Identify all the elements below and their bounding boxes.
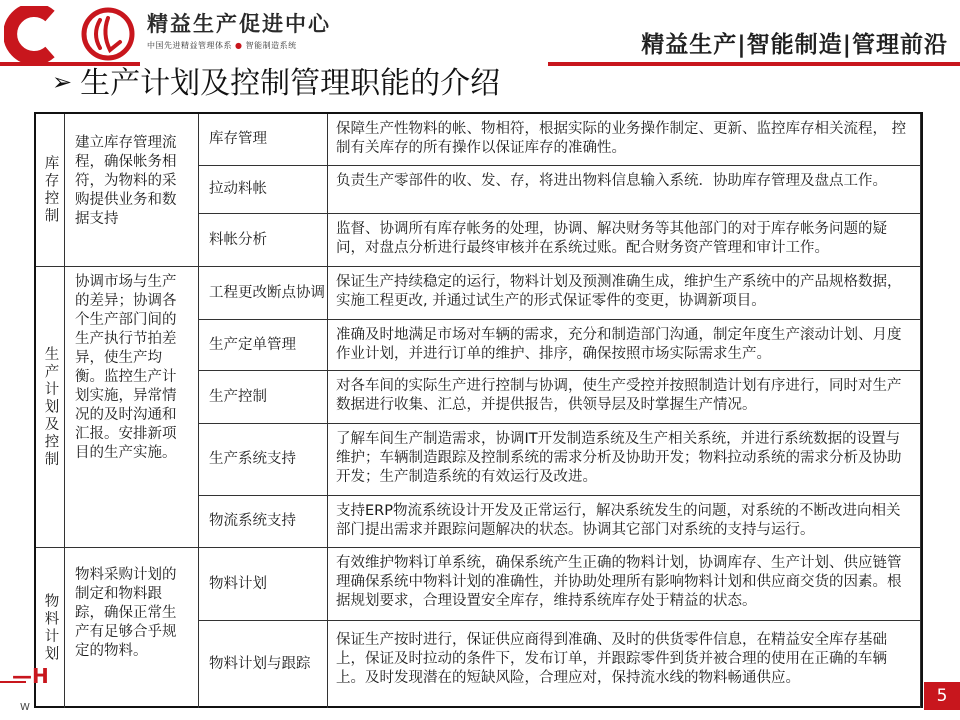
row-name: 生产定单管理 [199, 320, 328, 371]
watermark-mark: —H [12, 664, 49, 688]
functions-table [34, 112, 923, 708]
row-detail: 有效维护物料订单系统，确保系统产生正确的物料计划，协调库存、生产计划、供应链管理确保系统中物料计划的准确性，并协助处理所有影响物料计划和供应商交货的因素。根据规划要求，合理设置安全库存，维持系统库存处于精益的状态。 [328, 548, 921, 621]
group-description: 协调市场与生产的差异；协调各个生产部门间的生产执行节拍差异，使生产均衡。监控生产计划实施，异常情况的及时沟通和汇报。安排新项目的生产实施。 [65, 267, 199, 548]
row-detail: 准确及时地满足市场对车辆的需求，充分和制造部门沟通，制定年度生产滚动计划、月度作业计划，并进行订单的维护、排序，确保按照市场实际需求生产。 [328, 320, 921, 371]
row-detail: 了解车间生产制造需求，协调IT开发制造系统及生产相关系统，并进行系统数据的设置与维护；车辆制造跟踪及控制系统的需求分析及协助开发；物料拉动系统的需求分析及协助开发；生产制造系统的有效运行及改进。 [328, 424, 921, 496]
row-detail: 负责生产零部件的收、发、存，将进出物料信息输入系统．协助库存管理及盘点工作。 [328, 166, 921, 214]
row-name: 生产系统支持 [199, 424, 328, 496]
company-logo [4, 6, 144, 62]
row-name: 料帐分析 [199, 214, 328, 267]
category-cell: 库存控制 [36, 114, 65, 267]
row-name: 物料计划与跟踪 [199, 621, 328, 708]
row-detail: 保证生产按时进行，保证供应商得到准确、及时的供货零件信息，在精益安全库存基础上，保证及时拉动的条件下，发布订单，并跟踪零件到货并被合理的使用在正确的车辆上。及时发现潜在的短缺风险，合理应对，保持流水线的物料畅通供应。 [328, 621, 921, 708]
row-name: 生产控制 [199, 371, 328, 424]
slide-title-text: 生产计划及控制管理职能的介绍 [80, 66, 501, 101]
row-detail: 监督、协调所有库存帐务的处理，协调、解决财务等其他部门的对于库存帐务问题的疑问，对盘点分析进行最终审核并在系统过账。配合财务资产管理和审计工作。 [328, 214, 921, 267]
arrow-bullet-icon: ➢ [52, 68, 73, 96]
tagline: 精益生产|智能制造|管理前沿 [641, 32, 948, 58]
header-rule-right [548, 62, 960, 66]
brand-subtitle: 中国先进精益管理体系 ● 智能制造系统 [147, 41, 297, 50]
row-detail: 对各车间的实际生产进行控制与协调，使生产受控并按照制造计划有序进行，同时对生产数据进行收集、汇总，并提供报告，供领导层及时掌握生产情况。 [328, 371, 921, 424]
row-detail: 支持ERP物流系统设计开发及正常运行，解决系统发生的问题，对系统的不断改进向相关部门提出需求并跟踪问题解决的状态。协调其它部门对系统的支持与运行。 [328, 496, 921, 548]
group-description: 物料采购计划的制定和物料跟踪，确保正常生产有足够合乎规定的物料。 [65, 548, 199, 708]
brand-name: 精益生产促进中心 [147, 12, 331, 36]
row-detail: 保证生产持续稳定的运行，物料计划及预测准确生成，维护生产系统中的产品规格数据，实施工程更改, 并通过试生产的形式保证零件的变更，协调新项目。 [328, 267, 921, 320]
row-name: 物流系统支持 [199, 496, 328, 548]
row-detail: 保障生产性物料的帐、物相符，根据实际的业务操作制定、更新、监控库存相关流程， 控制有关库存的所有操作以保证库存的准确性。 [328, 114, 921, 166]
row-name: 工程更改断点协调 [199, 267, 328, 320]
watermark-text: W [20, 702, 30, 713]
row-name: 库存管理 [199, 114, 328, 166]
row-name: 物料计划 [199, 548, 328, 621]
group-description: 建立库存管理流程，确保帐务相符，为物料的采购提供业务和数据支持 [65, 114, 199, 267]
row-name: 拉动料帐 [199, 166, 328, 214]
category-cell: 生产计划及控制 [36, 267, 65, 548]
page-number: 5 [924, 682, 960, 710]
category-cell: 物料计划 [36, 548, 65, 708]
slide-title [52, 58, 500, 102]
